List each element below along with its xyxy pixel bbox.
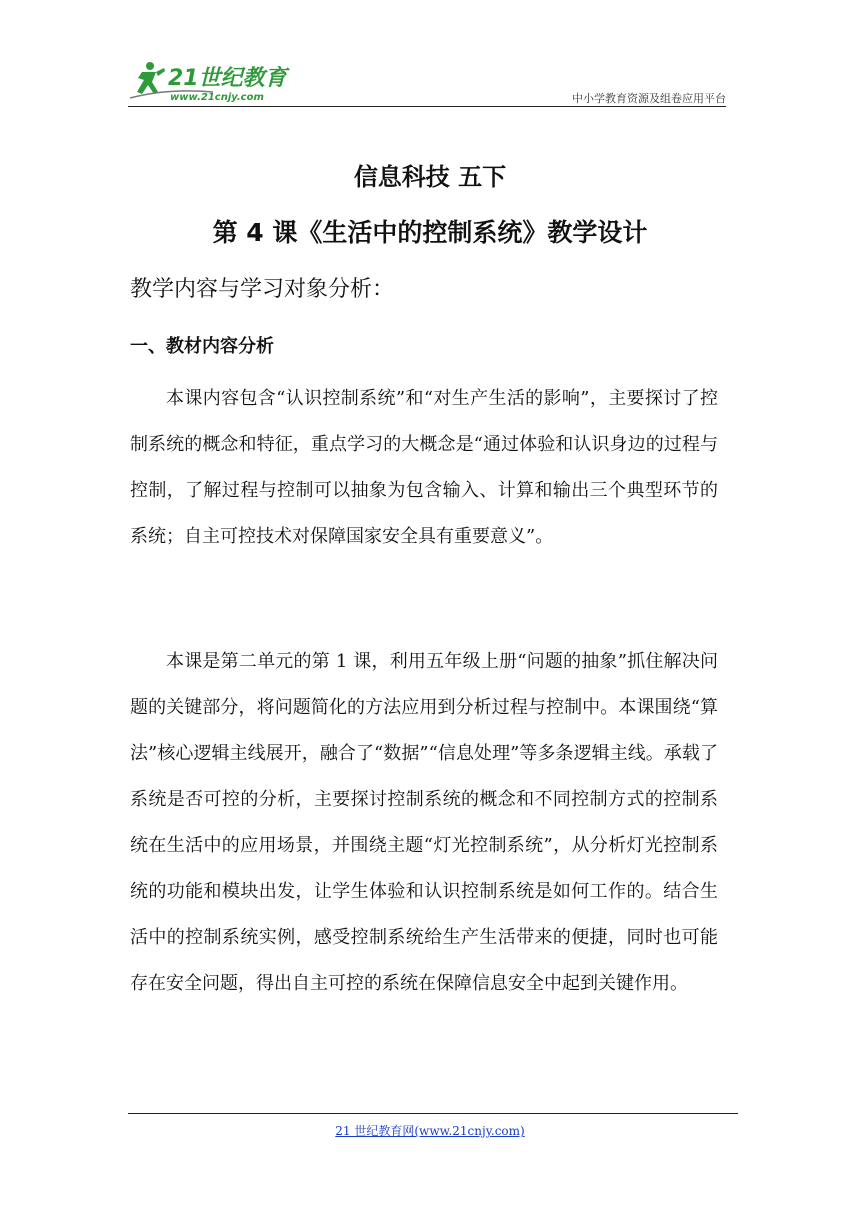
svg-text:www.21cnjy.com: www.21cnjy.com: [170, 92, 264, 103]
site-logo[interactable]: [128, 58, 293, 106]
footer-divider: [128, 1113, 738, 1114]
platform-tagline: 中小学教育资源及组卷应用平台: [572, 92, 726, 105]
document-title: 信息科技 五下: [353, 163, 507, 191]
runner-logo-icon: [128, 58, 293, 106]
header-divider: [128, 106, 726, 107]
paragraph-2: 本课是第二单元的第 1 课，利用五年级上册“问题的抽象”抓住解决问题的关键部分，将问题简化的方法应用到分析过程与控制中。本课围绕“算法”核心逻辑主线展开，融合了“数据”“信息处理”等多条逻辑主线。承载了系统是否可控的分析，主要探讨控制系统的概念和不同控制方式的控制系统在生活中的应用场景，并围绕主题“灯光控制系统”，从分析灯光控制系统的功能和模块出发，让学生体验和认识控制系统是如何工作的。结合生活中的控制系统实例，感受控制系统给生产生活带来的便捷，同时也可能存在安全问题，得出自主可控的系统在保障信息安全中起到关键作用。: [130, 651, 718, 994]
page-header: [128, 58, 726, 106]
paragraph-1: 本课内容包含“认识控制系统”和“对生产生活的影响”，主要探讨了控制系统的概念和特征，重点学习的大概念是“通过体验和认识身边的过程与控制，了解过程与控制可以抽象为包含输入、计算和输出三个典型环节的系统；自主可控技术对保障国家安全具有重要意义”。: [130, 388, 718, 547]
section-heading: 教学内容与学习对象分析：: [130, 277, 395, 302]
svg-text:21世纪教育: 21世纪教育: [168, 66, 287, 91]
sub-heading: 一、教材内容分析: [130, 336, 274, 357]
document-subtitle: 第 4 课《生活中的控制系统》教学设计: [212, 218, 648, 247]
footer-link[interactable]: 21 世纪教育网(www.21cnjy.com): [335, 1124, 525, 1138]
